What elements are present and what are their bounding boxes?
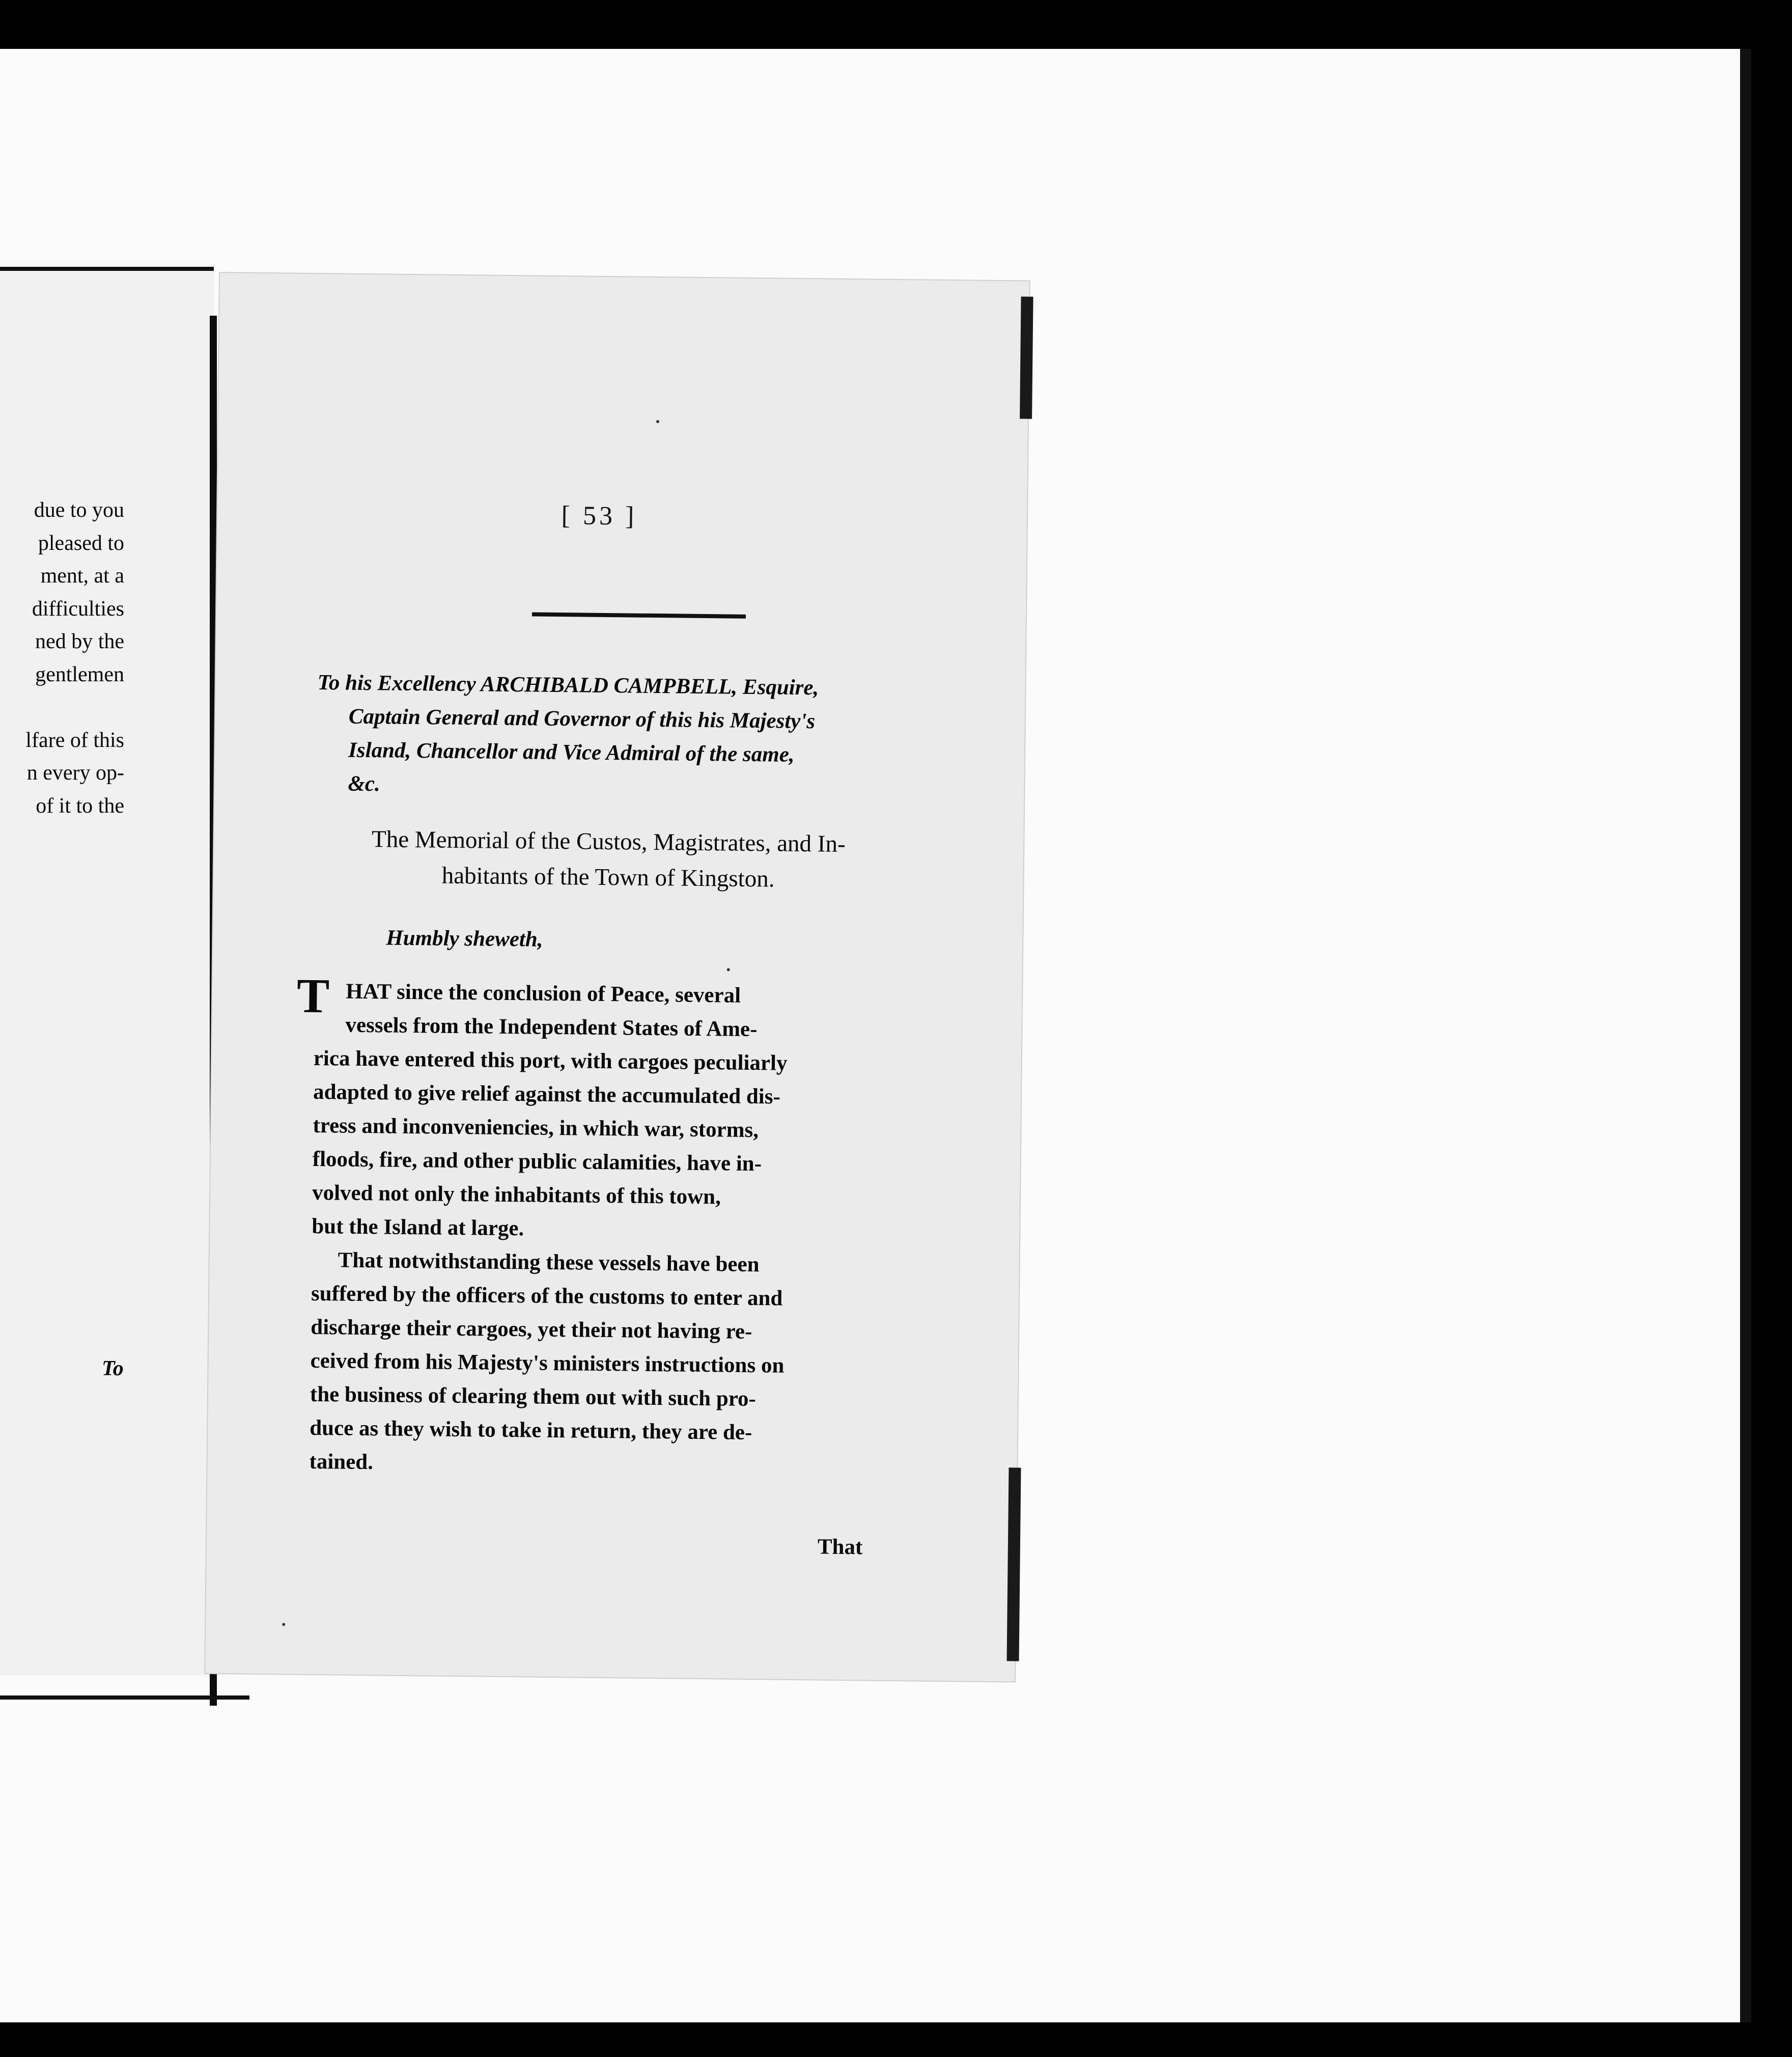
paragraph-line: floods, fire, and other public calamities, have in- — [312, 1147, 762, 1176]
address-block — [316, 666, 903, 807]
left-line: gentlemen — [35, 662, 124, 686]
left-page-text — [0, 494, 124, 822]
left-line: n every op- — [26, 761, 124, 785]
address-line: &c. — [348, 771, 381, 796]
right-page — [205, 273, 1029, 1681]
left-page — [0, 267, 214, 1675]
memorial-title — [315, 821, 901, 898]
left-line: ned by the — [35, 630, 124, 653]
paragraph-line: but the Island at large. — [312, 1214, 524, 1241]
paper-speck — [727, 968, 730, 971]
left-line: ment, at a — [40, 564, 124, 588]
paragraph-line: rica have entered this port, with cargoes peculiarly — [313, 1046, 788, 1075]
left-line: difficulties — [32, 597, 124, 621]
left-line-gap — [0, 691, 124, 724]
memorial-body — [296, 968, 900, 1485]
paragraph-line: volved not only the inhabitants of this town, — [312, 1180, 721, 1209]
paragraph-line: discharge their cargoes, yet their not having re- — [311, 1315, 752, 1344]
paragraph-line: tained. — [309, 1449, 374, 1475]
paragraph-line: duce as they wish to take in return, they are de- — [310, 1415, 752, 1445]
left-catchword: To — [102, 1357, 124, 1380]
first-line-text: HAT since the conclusion of Peace, several — [345, 979, 741, 1008]
paragraph-line: suffered by the officers of the customs to enter and — [311, 1281, 783, 1311]
page-edge-shadow — [1020, 296, 1033, 419]
page-number: [ 53 ] — [561, 501, 637, 531]
sheet-edge — [1740, 49, 1751, 2022]
drop-cap: T — [296, 968, 330, 1023]
paper-speck — [282, 1623, 285, 1626]
page-content — [296, 666, 903, 1485]
left-line: pleased to — [38, 531, 124, 555]
greeting: Humbly sheweth, — [386, 926, 543, 952]
memorial-title-line: habitants of the Town of Kingston. — [441, 862, 775, 893]
paragraph-line: adapted to give relief against the accumulated dis- — [313, 1080, 781, 1109]
address-line: Island, Chancellor and Vice Admiral of the same, — [348, 738, 795, 767]
address-line: To his Excellency ARCHIBALD CAMPBELL, Esquire, — [317, 671, 819, 700]
left-page-bottom-edge — [0, 1695, 249, 1700]
paragraph-line: That notwithstanding these vessels have been — [338, 1248, 760, 1277]
page-edge-shadow — [1007, 1467, 1021, 1661]
memorial-title-line: The Memorial of the Custos, Magistrates, and In- — [371, 826, 846, 857]
catchword: That — [817, 1535, 863, 1560]
address-line: Captain General and Governor of this his Majesty's — [348, 704, 816, 734]
paragraph-line: the business of clearing them out with such pro- — [310, 1382, 757, 1411]
head-rule — [532, 612, 746, 618]
left-line: of it to the — [36, 794, 124, 818]
left-line: due to you — [34, 498, 124, 522]
paper-speck — [656, 420, 659, 423]
paragraph-line: tress and inconveniencies, in which war, storms, — [313, 1114, 759, 1143]
left-line: lfare of this — [25, 728, 124, 752]
paragraph-line: ceived from his Majesty's ministers instructions on — [310, 1348, 785, 1378]
paragraph-first-line — [296, 968, 900, 1023]
paragraph-line: vessels from the Independent States of Ame- — [345, 1013, 758, 1042]
